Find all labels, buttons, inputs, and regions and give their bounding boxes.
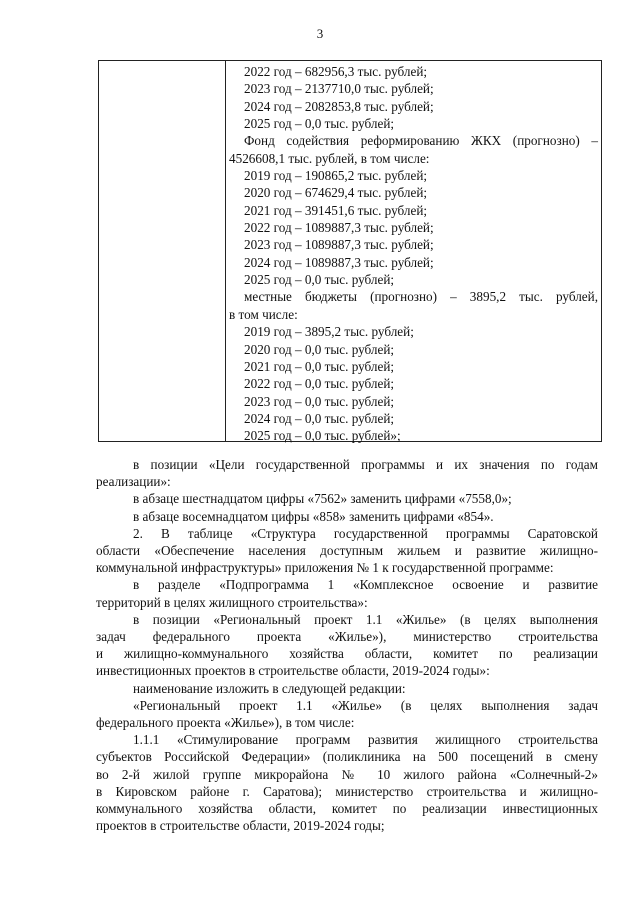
table-line: 2020 год – 0,0 тыс. рублей; <box>244 341 395 357</box>
table-column-divider <box>225 61 226 441</box>
table-line: 2025 год – 0,0 тыс. рублей»; <box>244 428 401 444</box>
table-line: 2024 год – 2082853,8 тыс. рублей; <box>244 98 434 114</box>
table-line: 2023 год – 0,0 тыс. рублей; <box>244 393 395 409</box>
table-line: местные бюджеты (прогнозно) – 3895,2 тыс. рублей, <box>244 289 598 305</box>
page-number: 3 <box>316 26 324 41</box>
body-line: «Региональный проект 1.1 «Жилье» (в целях выполнения задач <box>133 697 598 713</box>
body-line: коммунальной инфраструктуры» приложения № 1 к государственной программе: <box>96 560 554 576</box>
body-line: области «Обеспечение населения доступным жильем и развитие жилищно- <box>96 543 598 559</box>
table-line: 2020 год – 674629,4 тыс. рублей; <box>244 185 428 201</box>
table-line: 2025 год – 0,0 тыс. рублей; <box>244 272 395 288</box>
body-line: коммунального хозяйства области, комитет по реализации инвестиционных <box>96 801 598 817</box>
table-line: 2021 год – 0,0 тыс. рублей; <box>244 358 395 374</box>
body-line: федерального проекта «Жилье»), в том числе: <box>96 715 355 731</box>
body-line: в позиции «Цели государственной программы и их значения по годам <box>133 457 598 472</box>
body-line: субъектов Российской Федерации» (поликлиника на 500 посещений в смену <box>96 749 598 765</box>
program-table <box>98 60 602 442</box>
table-line: 2019 год – 190865,2 тыс. рублей; <box>244 168 428 184</box>
body-line: реализации»: <box>96 474 171 490</box>
body-line: 1.1.1 «Стимулирование программ развития жилищного строительства <box>133 732 598 748</box>
table-line: в том числе: <box>229 306 298 322</box>
body-line: инвестиционных проектов в строительстве области, 2019-2024 годы»: <box>96 663 490 679</box>
table-line: Фонд содействия реформированию ЖКХ (прогнозно) – <box>244 133 598 149</box>
body-line: проектов в строительстве области, 2019-2024 годы; <box>96 818 385 834</box>
body-line: в разделе «Подпрограмма 1 «Комплексное освоение и развитие <box>133 577 598 593</box>
body-line: во 2-й жилой группе микрорайона № 10 жилого района «Солнечный-2» <box>96 766 598 782</box>
financing-cell <box>229 63 598 445</box>
table-line: 2019 год – 3895,2 тыс. рублей; <box>244 324 414 340</box>
table-line: 2022 год – 0,0 тыс. рублей; <box>244 376 395 392</box>
table-line: 2025 год – 0,0 тыс. рублей; <box>244 116 395 132</box>
body-line: территорий в целях жилищного строительства»: <box>96 594 368 610</box>
body-line: в Кировском районе г. Саратова); министерство строительства и жилищно- <box>96 783 598 799</box>
table-line: 2023 год – 1089887,3 тыс. рублей; <box>244 237 434 253</box>
body-line: в позиции «Региональный проект 1.1 «Жилье» (в целях выполнения <box>133 611 598 627</box>
table-line: 2022 год – 682956,3 тыс. рублей; <box>244 64 428 79</box>
table-line: 2022 год – 1089887,3 тыс. рублей; <box>244 220 434 236</box>
table-line: 2021 год – 391451,6 тыс. рублей; <box>244 202 428 218</box>
table-line: 2023 год – 2137710,0 тыс. рублей; <box>244 81 434 97</box>
table-line: 2024 год – 1089887,3 тыс. рублей; <box>244 254 434 270</box>
table-line: 2024 год – 0,0 тыс. рублей; <box>244 410 395 426</box>
body-line: в абзаце восемнадцатом цифры «858» заменить цифрами «854». <box>133 508 494 524</box>
body-line: в абзаце шестнадцатом цифры «7562» заменить цифрами «7558,0»; <box>133 491 512 507</box>
body-line: задач федерального проекта «Жилье»), министерство строительства <box>96 629 598 645</box>
table-line: 4526608,1 тыс. рублей, в том числе: <box>229 150 430 166</box>
body-line: 2. В таблице «Структура государственной программы Саратовской <box>133 525 598 541</box>
body-line: и жилищно-коммунального хозяйства области, комитет по реализации <box>96 646 598 662</box>
body-line: наименование изложить в следующей редакции: <box>133 680 406 696</box>
document-body <box>96 456 598 834</box>
